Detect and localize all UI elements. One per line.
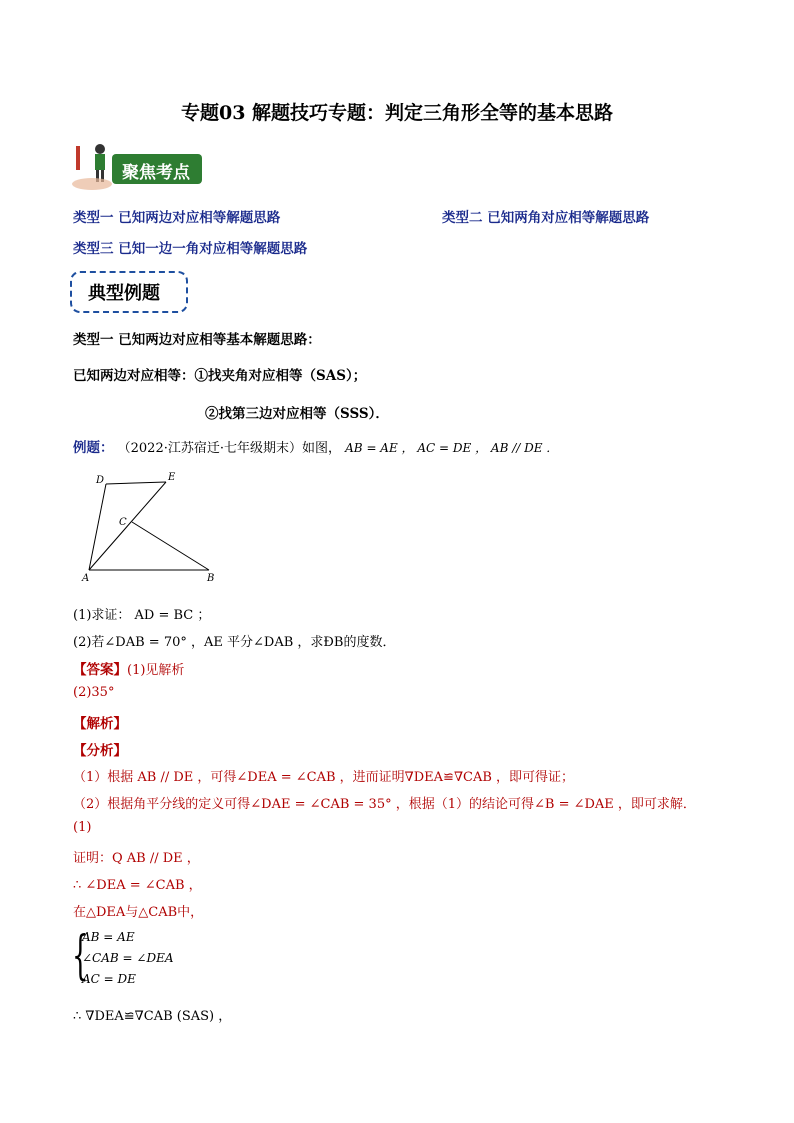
system-row-3: AC = DE bbox=[82, 972, 136, 986]
proof-line-3: 在△DEA与△CAB中， bbox=[73, 905, 204, 920]
fenxi-line-2: （2）根据角平分线的定义可得∠DAE = ∠CAB = 35° ，根据（1）的结论可得∠B = ∠DAE ，即可求解． bbox=[73, 797, 696, 812]
geometry-figure bbox=[78, 470, 228, 585]
point-label-b: B bbox=[207, 573, 215, 584]
point-label-d: D bbox=[96, 475, 105, 486]
fenxi-line-1: （1）根据 AB // DE ，可得∠DEA = ∠CAB ，进而证明∇DEA≌∇CAB ，即可得证； bbox=[73, 770, 575, 785]
part-1-label: (1) bbox=[73, 820, 92, 835]
focus-badge-label: 聚焦考点 bbox=[122, 163, 190, 183]
page-title: 专题03 解题技巧专题：判定三角形全等的基本思路 bbox=[180, 102, 614, 124]
question-2: (2)若∠DAB = 70° ，AE 平分∠DAB ，求ÐB的度数． bbox=[73, 635, 396, 650]
example-badge bbox=[70, 271, 188, 313]
example-line bbox=[73, 436, 558, 456]
example-label: 例题： bbox=[73, 440, 114, 456]
type-three-link[interactable]: 类型三 已知一边一角对应相等解题思路 bbox=[73, 241, 308, 257]
type-one-link[interactable]: 类型一 已知两边对应相等解题思路 bbox=[73, 210, 281, 226]
point-label-e: E bbox=[168, 472, 176, 483]
answer-line bbox=[73, 658, 184, 678]
answer-1: (1)见解析 bbox=[127, 663, 185, 678]
proof-line-2: ∴ ∠DEA = ∠CAB ， bbox=[73, 878, 202, 893]
point-label-a: A bbox=[82, 573, 90, 584]
section-heading: 类型一 已知两边对应相等基本解题思路： bbox=[73, 332, 321, 348]
answer-2: (2)35° bbox=[73, 685, 115, 700]
example-conditions: AB = AE ， AC = DE ， AB // DE ． bbox=[345, 441, 559, 455]
proof-line-4: ∴ ∇DEA≌∇CAB (SAS) ， bbox=[73, 1009, 232, 1024]
focus-badge bbox=[70, 140, 205, 192]
focus-badge-bar bbox=[112, 154, 202, 184]
fenxi-tag: 【分析】 bbox=[73, 743, 127, 759]
example-source: （2022·江苏宿迁·七年级期末）如图， bbox=[117, 441, 341, 456]
rule-line-1: 已知两边对应相等：①找夹角对应相等（SAS）； bbox=[73, 368, 367, 384]
question-1: (1)求证： AD = BC ； bbox=[73, 608, 211, 623]
point-label-c: C bbox=[119, 517, 127, 528]
analysis-tag: 【解析】 bbox=[73, 716, 127, 732]
system-row-1: AB = AE bbox=[82, 930, 135, 944]
answer-tag: 【答案】 bbox=[73, 662, 127, 678]
system-brace: { bbox=[72, 926, 89, 986]
rule-line-2: ②找第三边对应相等（SSS）． bbox=[205, 406, 389, 422]
proof-line-1: 证明：Q AB // DE ， bbox=[73, 851, 200, 866]
type-two-link[interactable]: 类型二 已知两角对应相等解题思路 bbox=[442, 210, 650, 226]
example-badge-label: 典型例题 bbox=[88, 283, 160, 304]
system-row-2: ∠CAB = ∠DEA bbox=[82, 951, 174, 965]
